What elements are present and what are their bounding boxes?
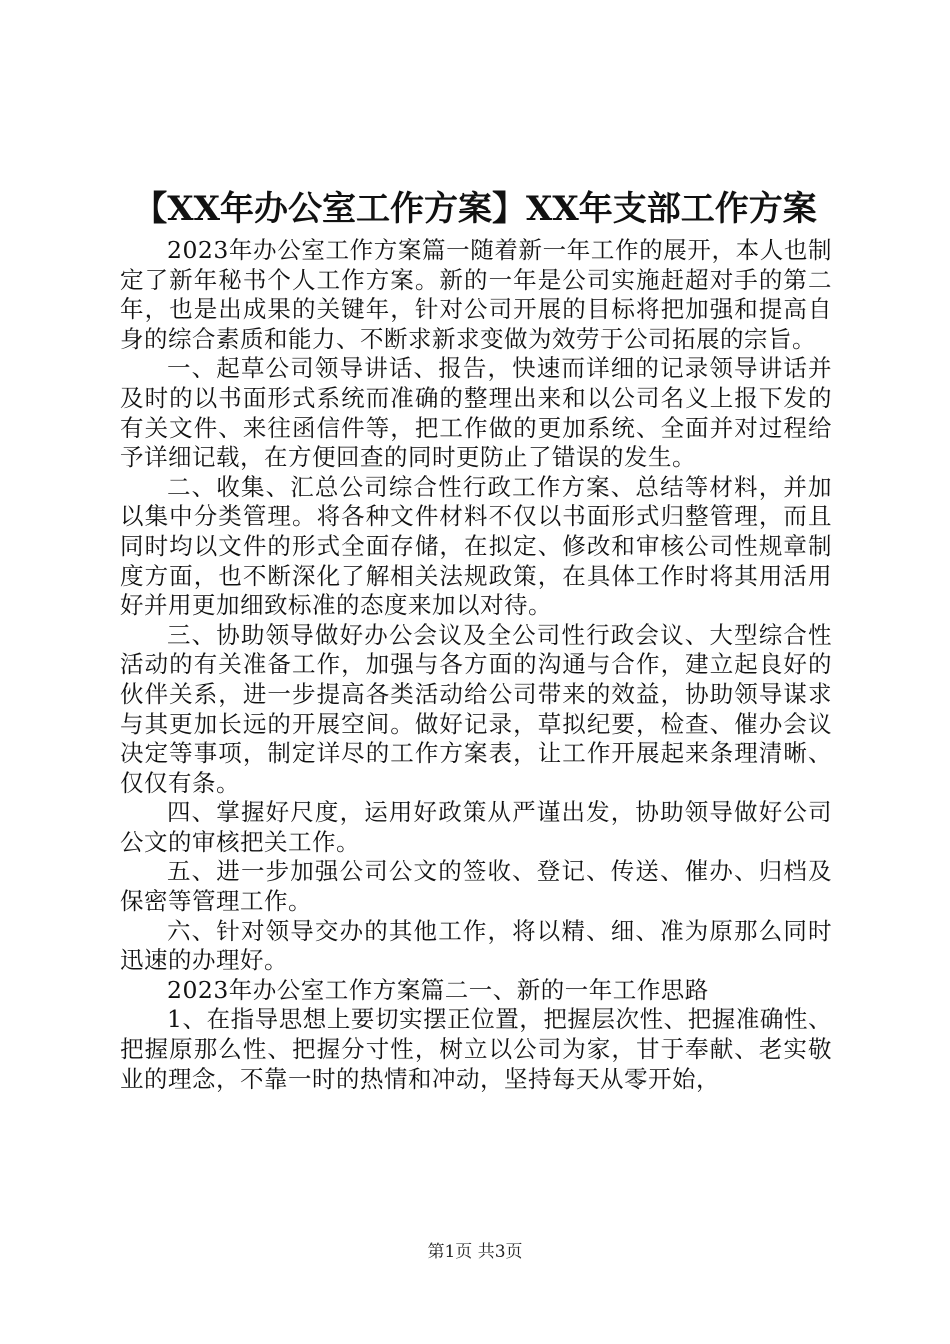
page-footer: 第1页 共3页 [427,1242,523,1262]
paragraph-5: 四、掌握好尺度，运用好政策从严谨出发，协助领导做好公司公文的审核把关工作。 [120,798,832,856]
document-body [120,236,832,1094]
paragraph-3: 二、收集、汇总公司综合性行政工作方案、总结等材料，并加以集中分类管理。将各种文件材料不仅以书面形式归整管理，而且同时均以文件的形式全面存储，在拟定、修改和审核公司性规章制度方面，也不断深化了解相关法规政策，在具体工作时将其用活用好并用更加细致标准的态度来加以对待。 [120,472,832,620]
document-title: 【XX年办公室工作方案】XX年支部工作方案 [133,189,817,229]
paragraph-2: 一、起草公司领导讲话、报告，快速而详细的记录领导讲话并及时的以书面形式系统而准确的整理出来和以公司名义上报下发的有关文件、来往函信件等，把工作做的更加系统、全面并对过程给予详细记载，在方便回查的同时更防止了错误的发生。 [120,354,832,472]
paragraph-6: 五、进一步加强公司公文的签收、登记、传送、催办、归档及保密等管理工作。 [120,857,832,916]
paragraph-9: 1、在指导思想上要切实摆正位置，把握层次性、把握准确性、把握原那么性、把握分寸性，树立以公司为家，甘于奉献、老实敬业的理念，不靠一时的热情和冲动，坚持每天从零开始， [120,1005,832,1093]
paragraph-4: 三、协助领导做好办公会议及全公司性行政会议、大型综合性活动的有关准备工作，加强与各方面的沟通与合作，建立起良好的伙伴关系，进一步提高各类活动给公司带来的效益，协助领导谋求与其更加长远的开展空间。做好记录，草拟纪要，检查、催办会议决定等事项，制定详尽的工作方案表，让工作开展起来条理清晰、仅仅有条。 [120,620,832,797]
paragraph-1: 2023年办公室工作方案篇一随着新一年工作的展开，本人也制定了新年秘书个人工作方案。新的一年是公司实施赶超对手的第二年，也是出成果的关键年，针对公司开展的目标将把加强和提高自身的综合素质和能力、不断求新求变做为效劳于公司拓展的宗旨。 [120,236,832,353]
paragraph-7: 六、针对领导交办的其他工作，将以精、细、准为原那么同时迅速的办理好。 [120,916,832,975]
paragraph-8: 2023年办公室工作方案篇二一、新的一年工作思路 [167,975,709,1004]
